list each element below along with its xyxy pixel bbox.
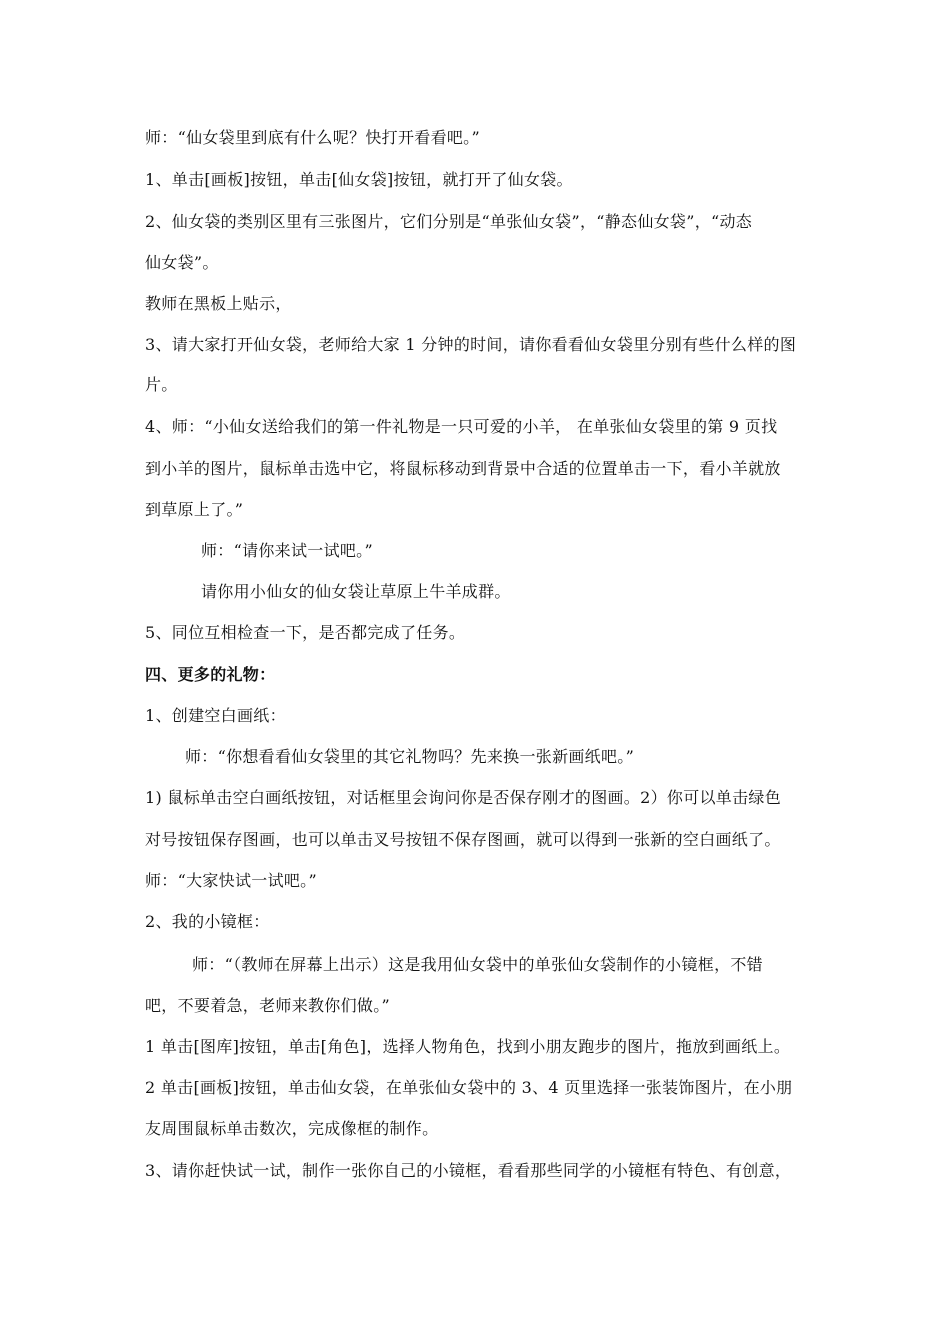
text-line: 到草原上了。”	[145, 500, 244, 519]
text-line: 教师在黑板上贴示，	[145, 294, 292, 313]
section-heading: 四、更多的礼物：	[145, 665, 276, 684]
text-line: 到小羊的图片，鼠标单击选中它，将鼠标移动到背景中合适的位置单击一下，看小羊就放	[145, 459, 781, 478]
text-line: 5、同位互相检查一下，是否都完成了任务。	[145, 623, 466, 642]
text-line: 师：“仙女袋里到底有什么呢？快打开看看吧。”	[145, 128, 480, 147]
text-line: 2、我的小镜框：	[145, 912, 270, 931]
text-line: 1) 鼠标单击空白画纸按钮，对话框里会询问你是否保存刚才的图画。2）你可以单击绿色	[145, 788, 781, 807]
text-line: 仙女袋”。	[145, 253, 219, 272]
text-line: 对号按钮保存图画，也可以单击叉号按钮不保存图画，就可以得到一张新的空白画纸了。	[145, 830, 781, 849]
text-line: 1、创建空白画纸：	[145, 706, 286, 725]
text-line: 师：“请你来试一试吧。”	[201, 541, 373, 560]
text-line: 师：“（教师在屏幕上出示）这是我用仙女袋中的单张仙女袋制作的小镜框，不错	[192, 955, 763, 974]
text-line: 1、单击[画板]按钮，单击[仙女袋]按钮，就打开了仙女袋。	[145, 170, 573, 189]
text-line: 片。	[145, 375, 178, 394]
text-line: 4、师：“小仙女送给我们的第一件礼物是一只可爱的小羊， 在单张仙女袋里的第 9 页找	[145, 417, 778, 436]
text-line: 1 单击[图库]按钮，单击[角色]，选择人物角色，找到小朋友跑步的图片，拖放到画纸上。	[145, 1037, 791, 1056]
text-line: 2、仙女袋的类别区里有三张图片，它们分别是“单张仙女袋”，“静态仙女袋”，“动态	[145, 212, 753, 231]
text-line: 请你用小仙女的仙女袋让草原上牛羊成群。	[201, 582, 511, 601]
text-line: 友周围鼠标单击数次，完成像框的制作。	[145, 1119, 439, 1138]
text-line: 师：“你想看看仙女袋里的其它礼物吗？先来换一张新画纸吧。”	[185, 747, 635, 766]
text-line: 师：“大家快试一试吧。”	[145, 871, 317, 890]
text-line: 2 单击[画板]按钮，单击仙女袋，在单张仙女袋中的 3、4 页里选择一张装饰图片，在小朋	[145, 1078, 793, 1097]
text-line: 3、请你赶快试一试，制作一张你自己的小镜框，看看那些同学的小镜框有特色、有创意，	[145, 1161, 792, 1180]
text-line: 吧，不要着急，老师来教你们做。”	[145, 996, 390, 1015]
text-line: 3、请大家打开仙女袋，老师给大家 1 分钟的时间，请你看看仙女袋里分别有些什么样的图	[145, 335, 797, 354]
